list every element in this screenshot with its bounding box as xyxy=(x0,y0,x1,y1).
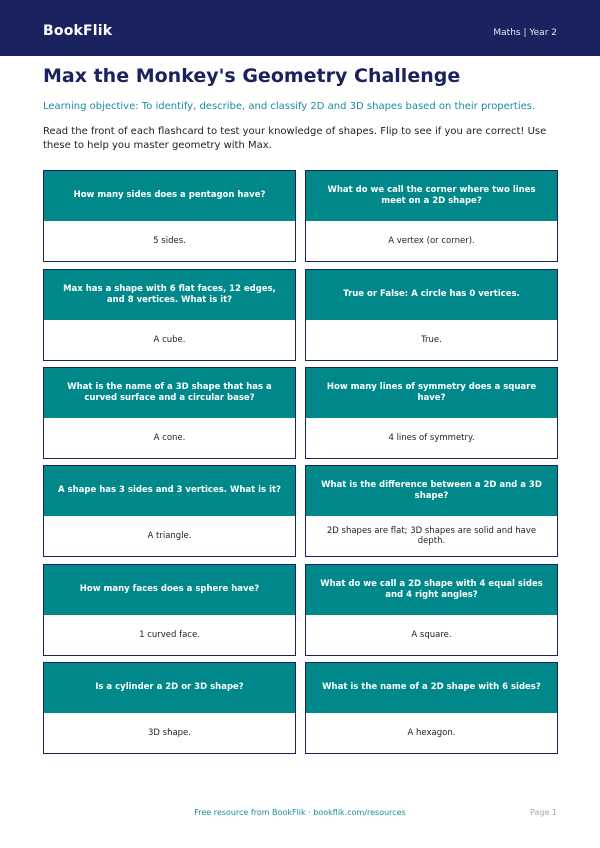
flashcard[interactable] xyxy=(305,367,558,459)
flashcard-answer: A hexagon. xyxy=(407,728,456,738)
flashcard-question: Max has a shape with 6 flat faces, 12 edges, and 8 vertices. What is it? xyxy=(44,270,295,320)
flashcard-question: True or False: A circle has 0 vertices. xyxy=(306,270,557,320)
flashcard[interactable] xyxy=(305,564,558,656)
flashcard-answer: 1 curved face. xyxy=(139,630,200,640)
subject-year-label: Maths | Year 2 xyxy=(493,28,557,38)
flashcard-answer: A square. xyxy=(411,630,452,640)
flashcard[interactable] xyxy=(305,662,558,754)
flashcard-question: How many lines of symmetry does a square have? xyxy=(306,368,557,418)
flashcard-answer: 4 lines of symmetry. xyxy=(388,433,475,443)
learning-objective: Learning objective: To identify, describe, and classify 2D and 3D shapes based on their properties. xyxy=(43,101,536,112)
flashcard-answer: A cone. xyxy=(153,433,186,443)
flashcard-question: What is the difference between a 2D and a 3D shape? xyxy=(306,466,557,516)
flashcard-answer: A vertex (or corner). xyxy=(388,236,475,246)
top-banner xyxy=(0,0,600,56)
flashcard-question: Is a cylinder a 2D or 3D shape? xyxy=(44,663,295,713)
flashcard-answer: 2D shapes are flat; 3D shapes are solid and have depth. xyxy=(326,526,537,546)
flashcard-question: What is the name of a 2D shape with 6 sides? xyxy=(306,663,557,713)
footer-resource-link[interactable]: Free resource from BookFlik · bookflik.com/resources xyxy=(194,808,406,817)
page-number: Page 1 xyxy=(530,808,557,817)
flashcard-question: How many sides does a pentagon have? xyxy=(44,171,295,221)
flashcard[interactable] xyxy=(43,170,296,262)
flashcard[interactable] xyxy=(305,170,558,262)
brand-logo[interactable]: BookFlik xyxy=(43,23,113,39)
flashcard[interactable] xyxy=(43,269,296,361)
flashcard-answer: A triangle. xyxy=(147,531,192,541)
flashcard-question: What is the name of a 3D shape that has a curved surface and a circular base? xyxy=(44,368,295,418)
intro-text: Read the front of each flashcard to test your knowledge of shapes. Flip to see if you are correct! Use these to help you master geometry with Max. xyxy=(43,126,547,151)
flashcard[interactable] xyxy=(43,662,296,754)
flashcard[interactable] xyxy=(43,564,296,656)
page-title: Max the Monkey's Geometry Challenge xyxy=(43,65,461,87)
flashcard[interactable] xyxy=(43,465,296,557)
flashcard-answer: A cube. xyxy=(153,335,186,345)
flashcard[interactable] xyxy=(43,367,296,459)
flashcard[interactable] xyxy=(305,465,558,557)
flashcard-question: What do we call the corner where two lines meet on a 2D shape? xyxy=(306,171,557,221)
flashcard-answer: 5 sides. xyxy=(153,236,186,246)
flashcard-answer: 3D shape. xyxy=(147,728,191,738)
flashcard-answer: True. xyxy=(421,335,442,345)
flashcard-question: A shape has 3 sides and 3 vertices. What is it? xyxy=(44,466,295,516)
flashcard-question: What do we call a 2D shape with 4 equal sides and 4 right angles? xyxy=(306,565,557,615)
flashcard[interactable] xyxy=(305,269,558,361)
flashcard-question: How many faces does a sphere have? xyxy=(44,565,295,615)
